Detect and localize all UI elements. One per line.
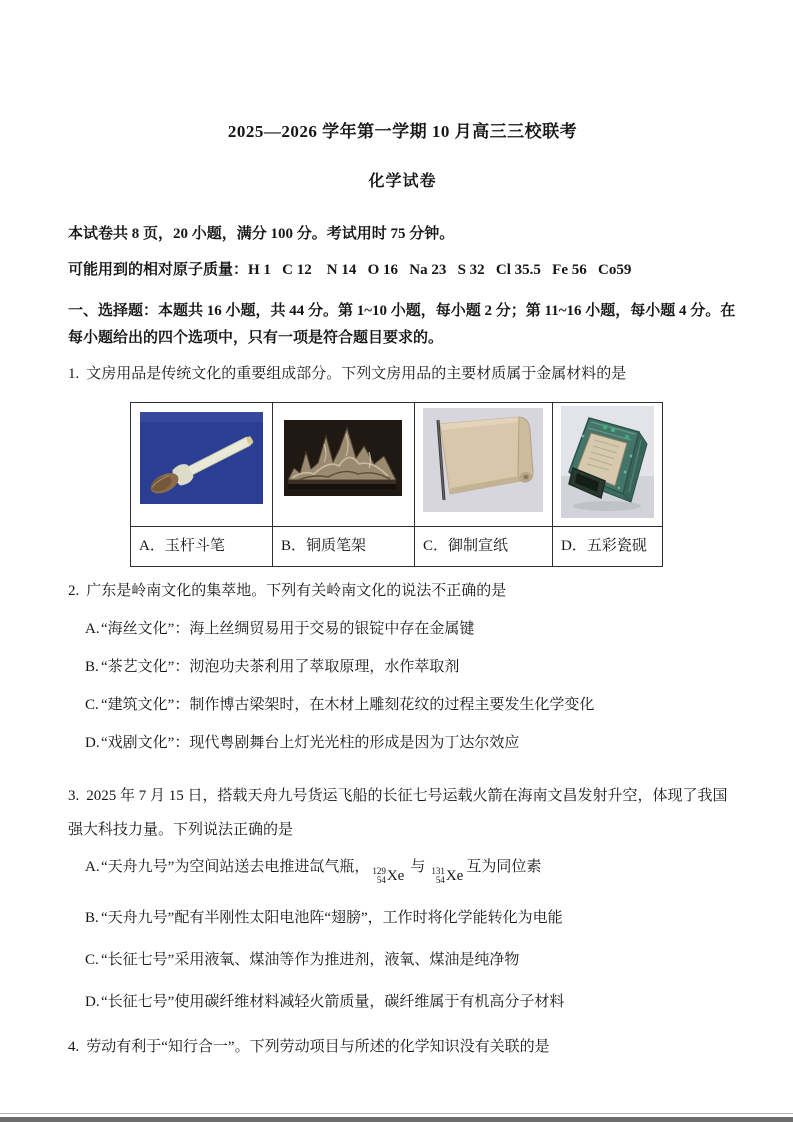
q3a-text-before: “天舟九号”为空间站送去电推进氙气瓶， — [101, 859, 370, 875]
q3-option-d — [68, 992, 737, 1013]
exam-title: 2025—2026 学年第一学期 10 月高三三校联考 — [227, 122, 578, 141]
isotope-xe-129 — [372, 866, 404, 887]
q2-option-c — [68, 695, 737, 716]
option-c-image-cell — [415, 403, 553, 527]
q3-option-b — [68, 908, 737, 929]
q2-option-b — [68, 657, 737, 678]
question-2-options — [68, 619, 737, 754]
q3-option-d-text: “长征七号”使用碳纤维材料减轻火箭质量，碳纤维属于有机高分子材料 — [101, 993, 565, 1010]
question-3-number: 3. — [68, 788, 80, 804]
question-4-stem — [68, 1037, 737, 1058]
isotope-xe-129-numbers — [372, 867, 386, 885]
table-row-images — [131, 403, 663, 527]
question-1-stem — [68, 364, 737, 385]
q3-option-c-letter: C. — [85, 951, 99, 968]
q2-option-d — [68, 733, 737, 754]
isotope-xe-131-numbers — [431, 867, 445, 885]
question-2-stem — [68, 581, 737, 602]
isotope-mass-number: 131 — [431, 866, 445, 876]
q3a-conjunction: 与 — [410, 859, 426, 875]
q2-option-c-letter: C. — [85, 697, 99, 713]
xuan-paper-scroll-photo — [423, 408, 543, 512]
viewer-background-strip — [0, 1117, 793, 1122]
question-1-options-table — [130, 402, 663, 567]
question-4-text: 劳动有利于“知行合一”。下列劳动项目与所述的化学知识没有关联的是 — [86, 1038, 550, 1055]
isotope-symbol: Xe — [386, 867, 405, 884]
page-bottom-edge-line — [0, 1113, 793, 1114]
table-row-labels — [131, 527, 663, 567]
question-3-text: 2025 年 7 月 15 日，搭载天舟九号货运飞船的长征七号运载火箭在海南文昌发射升空，体现了我国强大科技力量。下列说法正确的是 — [68, 788, 728, 838]
question-2-text: 广东是岭南文化的集萃地。下列有关岭南文化的说法不正确的是 — [86, 583, 507, 599]
question-1-text: 文房用品是传统文化的重要组成部分。下列文房用品的主要材质属于金属材料的是 — [86, 366, 627, 382]
option-b-label: B．铜质笔架 — [273, 527, 415, 567]
question-2-number: 2. — [68, 583, 80, 599]
option-d-label: D．五彩瓷砚 — [553, 527, 663, 567]
porcelain-inkstone-photo — [561, 406, 654, 518]
isotope-mass-number: 129 — [372, 866, 386, 876]
option-b-image-cell — [273, 403, 415, 527]
exam-info-line: 本试卷共 8 页，20 小题，满分 100 分。考试用时 75 分钟。 — [68, 226, 455, 242]
question-4-number: 4. — [68, 1038, 80, 1055]
q3-option-d-letter: D. — [85, 993, 100, 1010]
exam-subject-title: 化学试卷 — [368, 173, 437, 190]
isotope-xe-131 — [431, 866, 463, 887]
option-a-label: A．玉杆斗笔 — [131, 527, 273, 567]
section-one-heading: 一、选择题：本题共 16 小题，共 44 分。第 1~10 小题，每小题 2 分；第 11~16 小题，每小题 4 分。在每小题给出的四个选项中，只有一项是符合题目要求的。 — [68, 303, 736, 346]
q2-option-a-text: “海丝文化”：海上丝绸贸易用于交易的银锭中存在金属键 — [101, 621, 475, 637]
isotope-atomic-number: 54 — [435, 875, 445, 885]
q3-option-a — [68, 857, 737, 887]
q2-option-d-letter: D. — [85, 735, 100, 751]
option-c-label: C．御制宣纸 — [415, 527, 553, 567]
q2-option-d-text: “戏剧文化”：现代粤剧舞台上灯光光柱的形成是因为丁达尔效应 — [101, 735, 520, 751]
q3-option-b-letter: B. — [85, 909, 99, 926]
option-a-image-cell — [131, 403, 273, 527]
q3-option-a-text — [101, 857, 737, 887]
isotope-symbol: Xe — [445, 867, 464, 884]
q3-option-c-text: “长征七号”采用液氧、煤油等作为推进剂，液氧、煤油是纯净物 — [101, 951, 520, 968]
q2-option-c-text: “建筑文化”：制作博古梁架时，在木材上雕刻花纹的过程主要发生化学变化 — [101, 697, 595, 713]
q3-option-b-text: “天舟九号”配有半刚性太阳电池阵“翅膀”，工作时将化学能转化为电能 — [101, 909, 563, 926]
q3-option-c — [68, 950, 737, 971]
page-content — [0, 117, 793, 1058]
option-d-image-cell — [553, 403, 663, 527]
question-1-number: 1. — [68, 366, 80, 382]
isotope-atomic-number: 54 — [376, 875, 386, 885]
jade-handle-brush-photo — [140, 412, 263, 504]
q3a-text-after: 互为同位素 — [466, 859, 542, 875]
q3-option-a-letter: A. — [85, 859, 100, 875]
q2-option-b-letter: B. — [85, 659, 99, 675]
q2-option-a-letter: A. — [85, 621, 100, 637]
atomic-masses-line: 可能用到的相对原子质量：H 1 C 12 N 14 O 16 Na 23 S 32 Cl 35.5 Fe 56 Co59 — [68, 262, 632, 278]
q2-option-a — [68, 619, 737, 640]
q2-option-b-text: “茶艺文化”：沏泡功夫茶利用了萃取原理，水作萃取剂 — [101, 659, 460, 675]
bronze-brush-rest-photo — [284, 420, 402, 496]
question-3-options — [68, 857, 737, 1013]
question-3-stem — [68, 779, 737, 847]
